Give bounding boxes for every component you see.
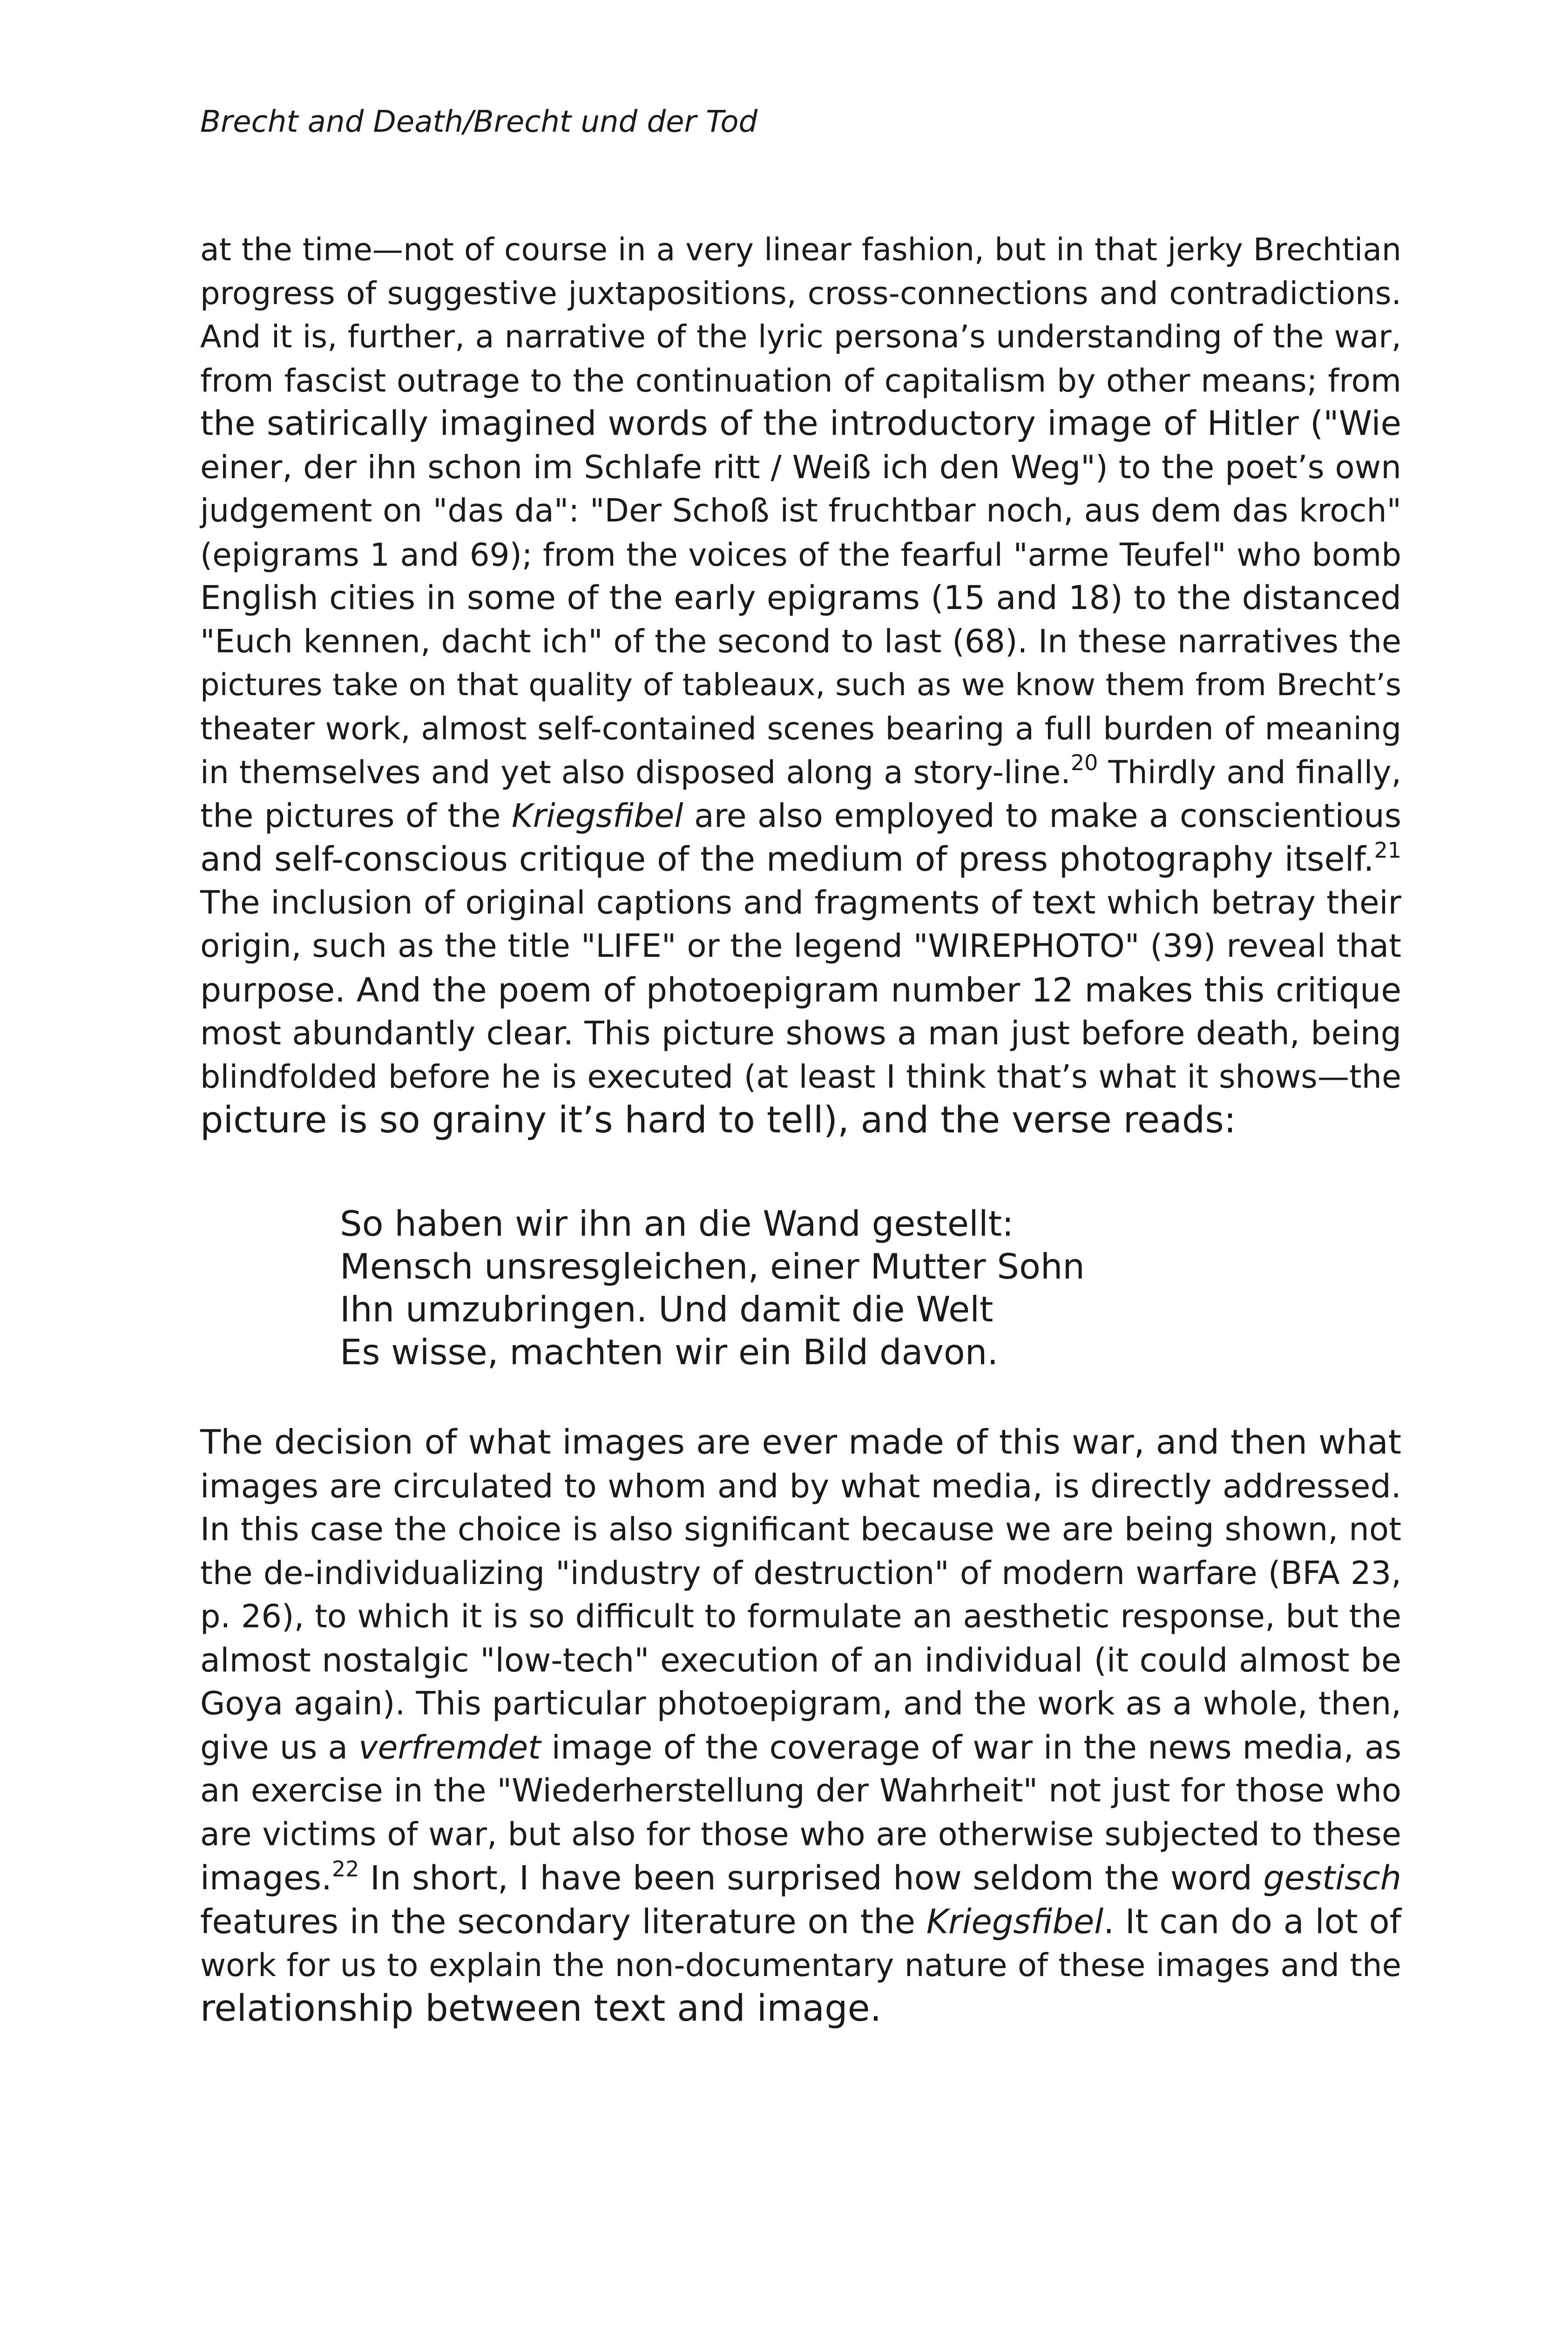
text-line — [200, 1900, 1401, 1944]
text-run: give us a — [200, 1728, 359, 1766]
text-line: p. 26), to which it is so difficult to formulate an aesthetic response, but the — [200, 1598, 1401, 1635]
paragraph-2 — [200, 1421, 1401, 2030]
text-run: are also employed to make a conscientious — [683, 797, 1401, 835]
footnote-ref-22: 22 — [331, 1856, 359, 1881]
text-line: "Euch kennen, dacht ich" of the second to last (68). In these narratives the — [200, 623, 1401, 660]
text-line: almost nostalgic "low-tech" execution of an individual (it could almost be — [200, 1641, 1401, 1679]
verse-line: Mensch unsresgleichen, einer Mutter Sohn — [340, 1246, 1085, 1287]
footnote-ref-20: 20 — [1070, 750, 1098, 775]
text-line: origin, such as the title "LIFE" or the legend "WIREPHOTO" (39) reveal that — [200, 927, 1401, 965]
text-line — [200, 751, 1401, 794]
text-line: The inclusion of original captions and fragments of text which betray their — [200, 884, 1401, 921]
verse-line: Es wisse, machten wir ein Bild davon. — [340, 1332, 999, 1373]
verse-line: So haben wir ihn an die Wand gestellt: — [340, 1203, 1014, 1244]
text-line: an exercise in the "Wiederherstellung der Wahrheit" not just for those who — [200, 1772, 1401, 1809]
text-line: the de-individualizing "industry of destruction" of modern warfare (BFA 23, — [200, 1554, 1401, 1592]
text-run: image of the coverage of war in the news media, as — [541, 1728, 1402, 1766]
text-line: picture is so grainy it’s hard to tell), and the verse reads: — [200, 1099, 1237, 1141]
text-line: judgement on "das da": "Der Schoß ist fruchtbar noch, aus dem das kroch" — [200, 493, 1401, 529]
text-run: features in the secondary literature on the — [200, 1902, 926, 1941]
text-line: from fascist outrage to the continuation of capitalism by other means; from — [200, 362, 1401, 399]
text-line — [200, 794, 1401, 838]
text-line: (epigrams 1 and 69); from the voices of the fearful "arme Teufel" who bomb — [200, 536, 1401, 573]
footnote-ref-21: 21 — [1374, 838, 1401, 863]
text-line: the satirically imagined words of the introductory image of Hitler ("Wie — [200, 404, 1401, 443]
paragraph-1 — [200, 228, 1401, 1143]
text-line: progress of suggestive juxtapositions, cross-connections and contradictions. — [200, 275, 1401, 311]
text-line: relationship between text and image. — [200, 1987, 882, 2030]
term-gestisch: gestisch — [1263, 1859, 1401, 1897]
running-head: Brecht and Death/Brecht und der Tod — [200, 105, 758, 139]
verse-line: Ihn umzubringen. Und damit die Welt — [340, 1289, 994, 1330]
text-line: most abundantly clear. This picture shows a man just before death, being — [200, 1015, 1401, 1052]
text-line — [200, 1726, 1401, 1770]
text-line: theater work, almost self-contained scenes bearing a full burden of meaning — [200, 710, 1401, 747]
text-line: images are circulated to whom and by what media, is directly addressed. — [200, 1467, 1401, 1505]
text-run: Thirdly and finally, — [1098, 754, 1401, 791]
text-line: And it is, further, a narrative of the lyric persona’s understanding of the war, — [200, 318, 1401, 355]
text-line: pictures take on that quality of tableaux, such as we know them from Brecht’s — [200, 667, 1401, 703]
text-line: The decision of what images are ever made of this war, and then what — [200, 1423, 1401, 1462]
text-line: English cities in some of the early epigrams (15 and 18) to the distanced — [200, 579, 1401, 617]
text-line: Goya again). This particular photoepigram, and the work as a whole, then, — [200, 1685, 1401, 1722]
text-run: . It can do a lot of — [1103, 1902, 1401, 1941]
text-line — [200, 838, 1401, 881]
text-line — [200, 1856, 1401, 1900]
text-run: images. — [200, 1859, 332, 1897]
title-kriegsfibel: Kriegsfibel — [511, 797, 683, 835]
text-line: einer, der ihn schon im Schlafe ritt / Weiß ich den Weg") to the poet’s own — [200, 448, 1401, 486]
text-line: are victims of war, but also for those who are otherwise subjected to these — [200, 1816, 1401, 1853]
title-kriegsfibel: Kriegsfibel — [926, 1902, 1104, 1941]
text-run: the pictures of the — [200, 797, 512, 835]
text-line: purpose. And the poem of photoepigram number 12 makes this critique — [200, 970, 1401, 1009]
text-line: at the time—not of course in a very linear fashion, but in that jerky Brechtian — [200, 231, 1401, 268]
text-run: In short, I have been surprised how seldom the word — [359, 1859, 1264, 1897]
text-run: and self-conscious critique of the medium of press photography itself. — [200, 839, 1374, 879]
text-line: blindfolded before he is executed (at least I think that’s what it shows—the — [200, 1058, 1401, 1096]
text-line: work for us to explain the non-documentary nature of these images and the — [200, 1947, 1401, 1983]
term-verfremdet: verfremdet — [358, 1728, 541, 1766]
verse-quote — [340, 1202, 1085, 1374]
text-line: In this case the choice is also significant because we are being shown, not — [200, 1511, 1401, 1548]
text-run: in themselves and yet also disposed along a story-line. — [200, 754, 1071, 791]
